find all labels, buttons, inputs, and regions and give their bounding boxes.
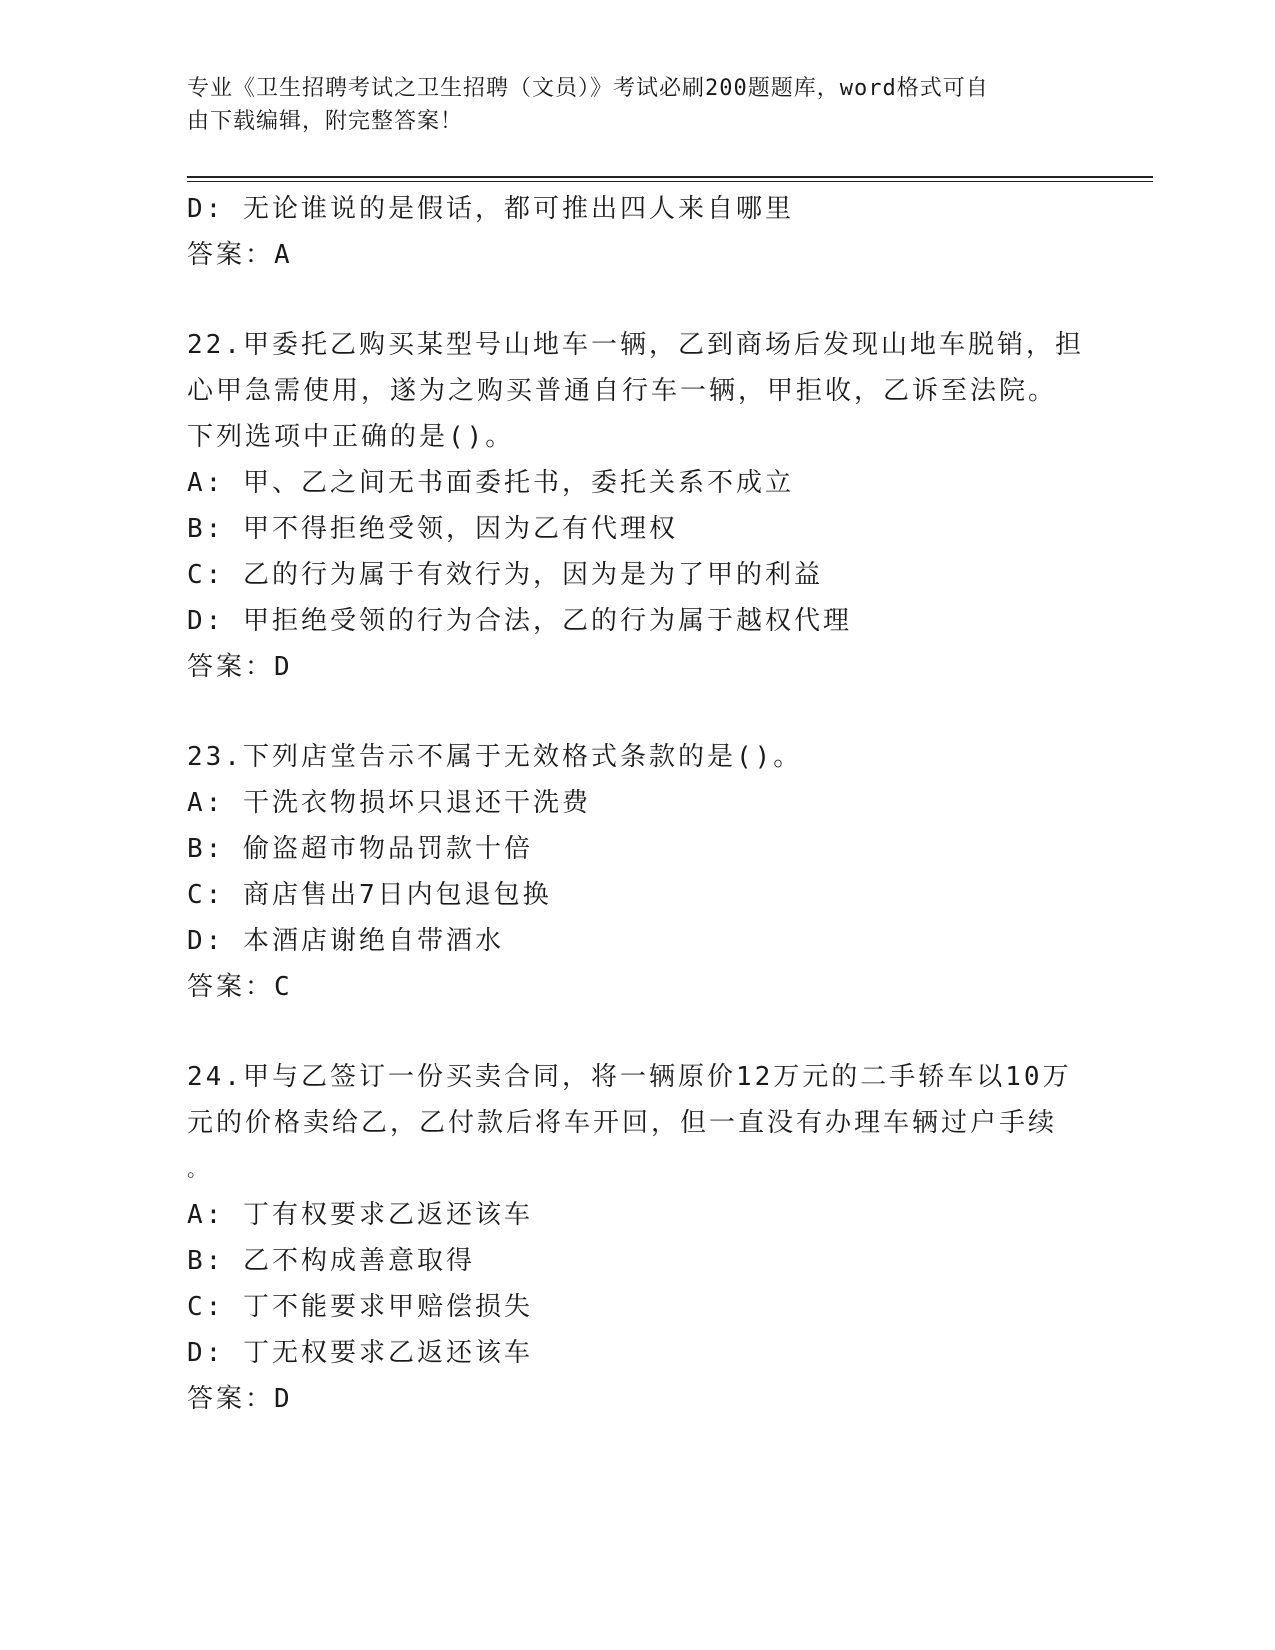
option-b: B: 偷盗超市物品罚款十倍 [187,834,533,864]
option-a: A: 丁有权要求乙返还该车 [187,1200,533,1230]
question-text-line: 24.甲与乙签订一份买卖合同，将一辆原价12万元的二手轿车以10万 [187,1062,1072,1092]
option-d: D: 甲拒绝受领的行为合法，乙的行为属于越权代理 [187,606,852,636]
answer-line: 答案：A [187,240,293,270]
option-d: D: 本酒店谢绝自带酒水 [187,926,504,956]
option-d: D: 丁无权要求乙返还该车 [187,1338,533,1368]
answer-line: 答案：C [187,972,293,1002]
header-line-1: 专业《卫生招聘考试之卫生招聘（文员）》考试必刷200题题库，word格式可自 [187,76,989,101]
question-text-line: 心甲急需使用，遂为之购买普通自行车一辆，甲拒收，乙诉至法院。 [187,376,1058,406]
option-c: C: 商店售出7日内包退包换 [187,880,552,910]
question-text-line: 23.下列店堂告示不属于无效格式条款的是()。 [187,742,803,772]
question-23 [187,734,1087,1010]
header-divider-thick [187,176,1153,178]
option-a: A: 干洗衣物损坏只退还干洗费 [187,788,591,818]
question-text-line: 下列选项中正确的是()。 [187,422,515,452]
question-text-line: 22.甲委托乙购买某型号山地车一辆，乙到商场后发现山地车脱销，担 [187,330,1084,360]
question-text-line: 元的价格卖给乙，乙付款后将车开回，但一直没有办理车辆过户手续 [187,1108,1058,1138]
option-d: D: 无论谁说的是假话，都可推出四人来自哪里 [187,194,794,224]
question-text-line: 。 [187,1157,210,1181]
option-b: B: 甲不得拒绝受领，因为乙有代理权 [187,514,678,544]
header-line-2: 由下载编辑，附完整答案！ [187,109,464,134]
question-24 [187,1054,1087,1422]
answer-line: 答案：D [187,1384,293,1414]
option-b: B: 乙不构成善意取得 [187,1246,475,1276]
option-c: C: 丁不能要求甲赔偿损失 [187,1292,533,1322]
answer-line: 答案：D [187,652,293,682]
question-22 [187,322,1087,690]
header-divider-thin [187,181,1153,182]
previous-question-tail [187,186,1087,278]
document-header [187,72,1067,138]
option-a: A: 甲、乙之间无书面委托书，委托关系不成立 [187,468,794,498]
option-c: C: 乙的行为属于有效行为，因为是为了甲的利益 [187,560,823,590]
question-content [187,186,1087,1422]
